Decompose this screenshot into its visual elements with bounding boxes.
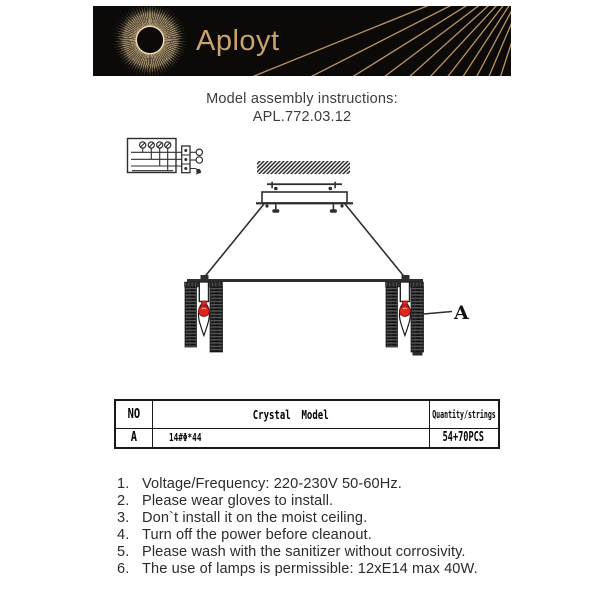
item-number: 6.: [117, 561, 130, 578]
item-text: The use of lamps is permissible: 12xE14 max 40W.: [142, 561, 478, 578]
item-text: Please wear gloves to install.: [142, 493, 334, 510]
item-number: 5.: [117, 544, 130, 561]
assembly-diagram: [85, 128, 505, 390]
part-label-a: A: [454, 302, 469, 324]
item-number: 1.: [117, 476, 130, 492]
brand-bar: [93, 6, 511, 76]
col-header-no: NO: [127, 406, 141, 422]
col-header-quantity: Quantity/strings: [431, 407, 496, 421]
item-text: Voltage/Frequency: 220-230V 50-60Hz.: [142, 476, 402, 492]
cell-quantity: 54+70PCS: [443, 430, 485, 446]
item-number: 2.: [117, 493, 130, 510]
canopy: [256, 192, 353, 213]
list-item: [117, 476, 509, 493]
subtitle-block: [93, 91, 511, 126]
list-item: [117, 527, 509, 544]
cell-crystal-model: 14#Φ*44: [168, 431, 201, 445]
ceiling-hatch: [257, 161, 350, 174]
table-header-row: [115, 400, 499, 428]
parts-table: [114, 399, 500, 449]
list-item: [117, 561, 509, 578]
sunburst-logo-icon: [114, 6, 186, 76]
list-item: [117, 493, 509, 510]
brand-wordmark: Aployt: [196, 24, 280, 57]
list-item: [117, 510, 509, 527]
crystal-lamp-left: [185, 282, 223, 352]
table-row: [115, 428, 499, 448]
subtitle-line1: Model assembly instructions:: [206, 91, 398, 107]
item-text: Please wash with the sanitizer without corrosivity.: [142, 544, 466, 561]
wiring-diagram: [128, 139, 203, 175]
item-text: Don`t install it on the moist ceiling.: [142, 510, 368, 527]
frame-bar: [187, 275, 423, 282]
mounting-strap: [267, 182, 342, 191]
list-item: [117, 544, 509, 561]
suspension-wires: [205, 204, 405, 277]
label-pointer-line: [424, 312, 453, 315]
item-text: Turn off the power before cleanout.: [142, 527, 372, 544]
item-number: 4.: [117, 527, 130, 544]
instruction-list: [117, 476, 509, 579]
col-header-crystal-model: Crystal Model: [252, 406, 329, 422]
crystal-lamp-right: [386, 282, 424, 356]
item-number: 3.: [117, 510, 130, 527]
model-number: APL.772.03.12: [252, 108, 352, 125]
cell-no: A: [130, 430, 137, 446]
